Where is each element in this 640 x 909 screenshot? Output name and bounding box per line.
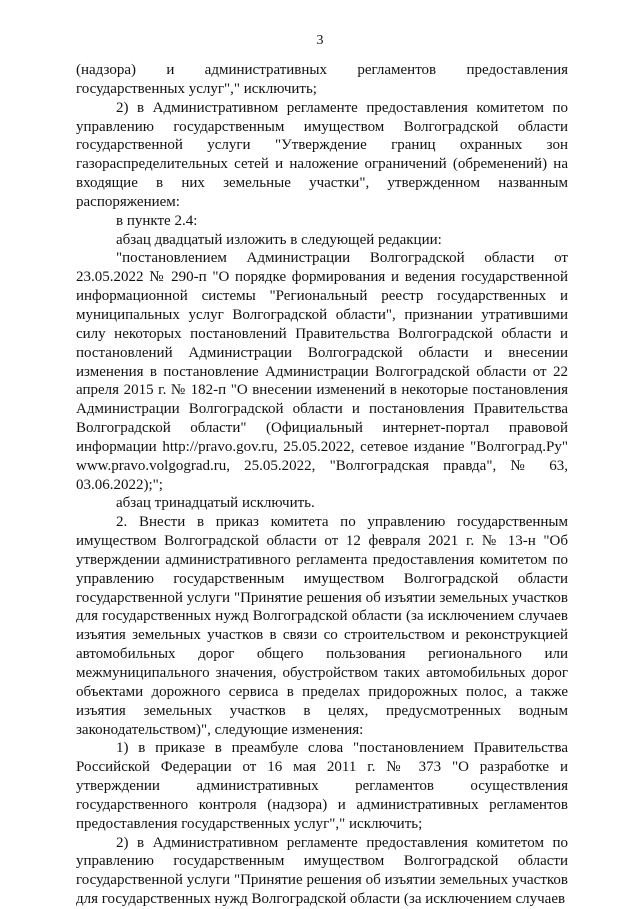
document-body [76,61,568,909]
paragraph: абзац тринадцатый исключить. [116,495,315,512]
paragraph: в пункте 2.4: [116,212,198,229]
paragraph: 2) в Административном регламенте предоставления комитетом по управлению государственным имуществом Волгоградской области государственной услуги "Утверждение границ охранных зон газораспределительных сетей и наложение ограничений (обременений) на входящие в них земельные участки", утвержденном названным распоряжением: [76,99,568,210]
paragraph: 1) в приказе в преамбуле слова "постановлением Правительства Российской Федерации от 16 мая 2011 г. № 373 "О разработке и утверждении административных регламентов осуществления государственного контроля (надзора) и административных регламентов предоставления государственных услуг"," исключить; [76,740,568,832]
paragraph: "постановлением Администрации Волгоградской области от 23.05.2022 № 290-п "О порядке формирования и ведения государственной информационной системы "Региональный реестр государственных и муниципальных услуг Волгоградской области", признании утратившими силу некоторых постановлений Правительства Волгоградской области и постановлений Администрации Волгоградской области и внесении изменения в постановление Администрации Волгоградской области от 22 апреля 2015 г. № 182-п "О внесении изменений в некоторые постановления Администрации Волгоградской области и постановления Правительства Волгоградской области" (Официальный интернет-портал правовой информации http://pravo.gov.ru, 25.05.2022, сетевое издание "Волгоград.Ру" www.pravo.volgograd.ru, 25.05.2022, "Волгоградская правда", № 63, 03.06.2022);"; [76,250,568,493]
paragraph: (надзора) и административных регламентов предоставления государственных услуг"," исключить; [76,62,568,97]
paragraph: 2. Внести в приказ комитета по управлению государственным имуществом Волгоградской области от 12 февраля 2021 г. № 13-н "Об утверждении административного регламента предоставления комитетом по управлению государственным имуществом Волгоградской области государственной услуги "Принятие решения об изъятии земельных участков для государственных нужд Волгоградской области (за исключением случаев изъятия земельных участков в связи со строительством и реконструкцией автомобильных дорог общего пользования регионального или межмуниципального значения, обустройством таких автомобильных дорог объектами дорожного сервиса в пределах придорожных полос, а также изъятия земельных участков в целях, предусмотренных водным законодательством)", следующие изменения: [76,514,568,738]
page-number: 3 [316,33,324,48]
paragraph: 2) в Административном регламенте предоставления комитетом по управлению государственным имуществом Волгоградской области государственной услуги "Принятие решения об изъятии земельных участков для государственных нужд Волгоградской области (за исключением случаев [76,834,568,908]
paragraph: абзац двадцатый изложить в следующей редакции: [116,231,442,248]
